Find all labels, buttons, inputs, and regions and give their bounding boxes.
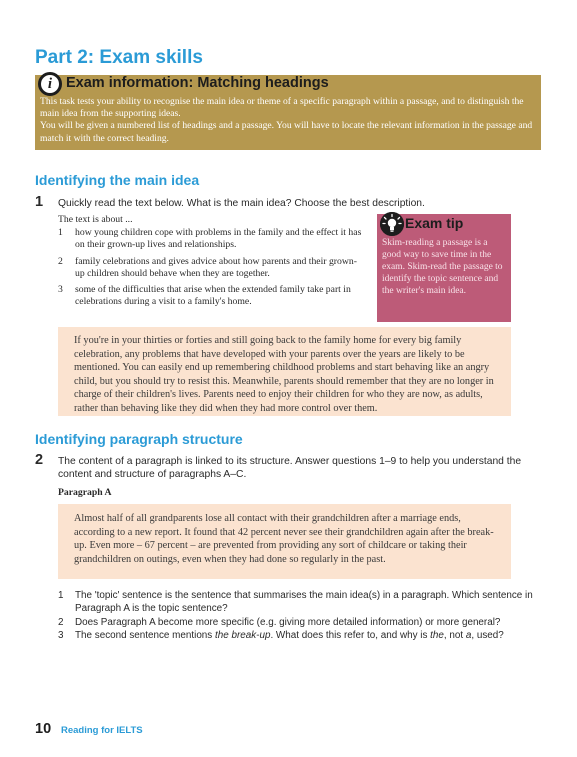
options-lead: The text is about ... [58, 214, 133, 225]
sub-question-emphasis: the break-up [214, 630, 271, 641]
sub-question-text-part: . What does this refer to, and why is [270, 630, 431, 641]
page-title: Part 2: Exam skills [35, 47, 203, 68]
sub-question-text [75, 630, 537, 643]
section-heading-paragraph-structure: Identifying paragraph structure [35, 431, 243, 447]
sub-question-emphasis: the [430, 630, 444, 641]
option-number: 3 [58, 284, 63, 295]
exam-information-text [40, 96, 536, 145]
sub-question [58, 590, 538, 617]
sub-question-text: Does Paragraph A become more specific (e.g. giving more detailed information) or more general? [75, 617, 501, 628]
exam-tip-text: Skim-reading a passage is a good way to save time in the exam. Skim-read the passage to identify the topic sentence and the writer's main idea. [382, 238, 503, 297]
exam-tip-heading: Exam tip [405, 215, 464, 231]
question-number: 1 [35, 194, 44, 210]
sub-question-number: 1 [58, 590, 64, 601]
exam-information-heading: Exam information: Matching headings [66, 75, 329, 91]
question-instruction: The content of a paragraph is linked to its structure. Answer questions 1–9 to help you understand the content and structure of paragraphs A–C. [58, 456, 522, 480]
option-number: 1 [58, 227, 63, 238]
question-instruction: Quickly read the text below. What is the main idea? Choose the best description. [58, 198, 425, 209]
paragraph-a-passage: Almost half of all grandparents lose all contact with their grandchildren after a marriage ends, according to a new report. It found that 42 percent never see their grandchildren again after the break-up. Even more – 67 percent – are prevented from providing any sort of childcare or taking their grandchildren on outings, even when they had done so regularly in the past. [58, 504, 511, 579]
reading-passage: If you're in your thirties or forties and still going back to the family home for every big family celebration, any problems that have developed with your parents over the years are likely to be mentioned. You can easily end up remembering childhood problems and start behaving like an angry child, but you should try to resist this. Meanwhile, parents should remember that they are no longer in charge of their children's lives. Parents need to enjoy their children for who they are now, as adults, rather than behaving like they did when they had more control over them. [58, 327, 511, 416]
option-item [58, 227, 368, 253]
sub-question [58, 617, 538, 631]
paragraph-label: Paragraph A [58, 487, 112, 498]
sub-question [58, 630, 538, 644]
lightbulb-icon [380, 212, 404, 236]
info-icon: i [38, 72, 62, 96]
option-text: some of the difficulties that arise when the extended family take part in celebrations during a visit to a family's home. [75, 284, 351, 308]
book-title: Reading for IELTS [61, 725, 143, 736]
option-number: 2 [58, 256, 63, 267]
sub-question-number: 2 [58, 617, 64, 628]
option-text: family celebrations and gives advice about how parents and their grown-up children should behave when they are together. [75, 256, 357, 280]
exam-information-paragraph: You will be given a numbered list of headings and a passage. You will have to locate the relevant information in the passage and match it with the correct heading. [40, 120, 533, 144]
option-item [58, 284, 368, 310]
sub-question-text: The 'topic' sentence is the sentence that summarises the main idea(s) in a paragraph. Which sentence in Paragraph A is the topic sentence? [75, 590, 533, 614]
option-text: how young children cope with problems in the family and the effect it has on their grown-up lives and relationships. [75, 227, 362, 251]
page-number: 10 [35, 721, 52, 737]
option-item [58, 256, 368, 282]
sub-question-text-part: The second sentence mentions [75, 630, 215, 641]
exam-information-paragraph: This task tests your ability to recognise the main idea or theme of a specific paragraph within a passage, and to distinguish the main idea from the supporting ideas. [40, 96, 524, 120]
section-heading-main-idea: Identifying the main idea [35, 172, 200, 188]
sub-question-text-part: , used? [471, 630, 504, 641]
sub-question-text-part: , not [443, 630, 466, 641]
sub-question-number: 3 [58, 630, 64, 641]
question-number: 2 [35, 452, 44, 468]
sub-question-emphasis: a [465, 630, 472, 641]
